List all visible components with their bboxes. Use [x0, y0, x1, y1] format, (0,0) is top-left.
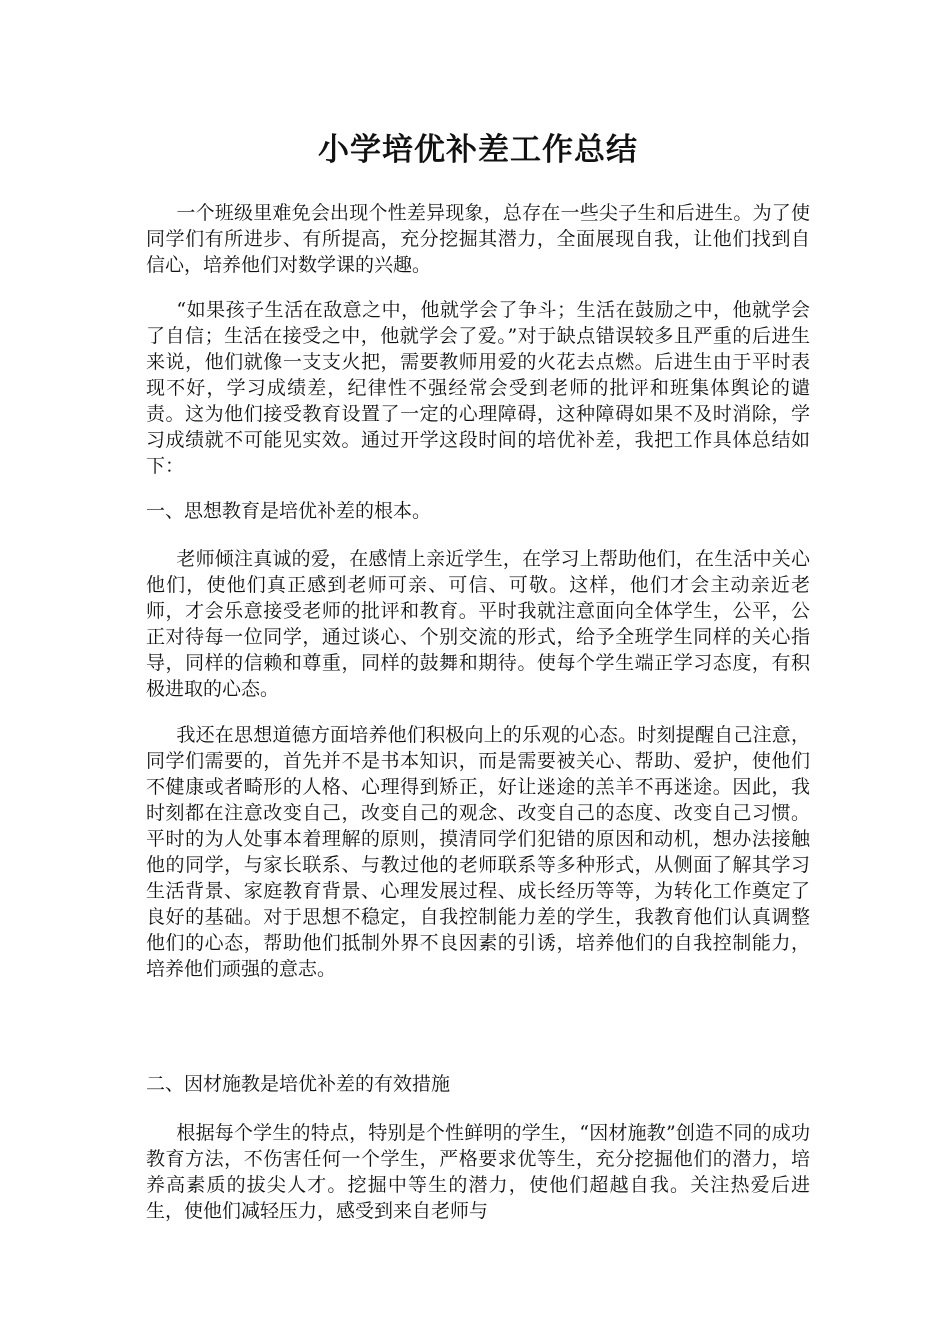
section-heading-1: 一、思想教育是培优补差的根本。: [146, 500, 432, 522]
intro-paragraph-1: 一个班级里难免会出现个性差异现象，总存在一些尖子生和后进生。为了使同学们有所进步、有所提高，充分挖掘其潜力，全面展现自我，让他们找到自信心，培养他们对数学课的兴趣。: [146, 202, 810, 276]
intro-paragraph-2: “如果孩子生活在敌意之中，他就学会了争斗；生活在鼓励之中，他就学会了自信；生活在接受之中，他就学会了爱。”对于缺点错误较多且严重的后进生来说，他们就像一支支火把，需要教师用爱的火花去点燃。后进生由于平时表现不好，学习成绩差，纪律性不强经常会受到老师的批评和班集体舆论的谴责。这为他们接受教育设置了一定的心理障碍，这种障碍如果不及时消除，学习成绩就不可能见实效。通过开学这段时间的培优补差，我把工作具体总结如下：: [146, 299, 810, 477]
section2-paragraph-1: 根据每个学生的特点，特别是个性鲜明的学生，“因材施教”创造不同的成功教育方法，不伤害任何一个学生，严格要求优等生，充分挖掘他们的潜力，培养高素质的拔尖人才。挖掘中等生的潜力，使他们超越自我。关注热爱后进生，使他们减轻压力，感受到来自老师与: [146, 1122, 810, 1222]
section-heading-2: 二、因材施教是培优补差的有效措施: [146, 1073, 451, 1095]
section1-paragraph-1: 老师倾注真诚的爱，在感情上亲近学生，在学习上帮助他们，在生活中关心他们，使他们真正感到老师可亲、可信、可敬。这样，他们才会主动亲近老师，才会乐意接受老师的批评和教育。平时我就注意面向全体学生，公平，公正对待每一位同学，通过谈心、个别交流的形式，给予全班学生同样的关心指导，同样的信赖和尊重，同样的鼓舞和期待。使每个学生端正学习态度，有积极进取的心态。: [146, 548, 810, 700]
page-title: 小学培优补差工作总结: [318, 132, 638, 168]
section1-paragraph-2: 我还在思想道德方面培养他们积极向上的乐观的心态。时刻提醒自己注意，同学们需要的，首先并不是书本知识，而是需要被关心、帮助、爱护，使他们不健康或者畸形的人格、心理得到矫正，好让迷途的羔羊不再迷途。因此，我时刻都在注意改变自己，改变自己的观念、改变自己的态度、改变自己习惯。平时的为人处事本着理解的原则，摸清同学们犯错的原因和动机，想办法接触他的同学，与家长联系、与教过他的老师联系等多种形式，从侧面了解其学习生活背景、家庭教育背景、心理发展过程、成长经历等等，为转化工作奠定了良好的基础。对于思想不稳定，自我控制能力差的学生，我教育他们认真调整他们的心态，帮助他们抵制外界不良因素的引诱，培养他们的自我控制能力，培养他们顽强的意志。: [146, 724, 810, 980]
